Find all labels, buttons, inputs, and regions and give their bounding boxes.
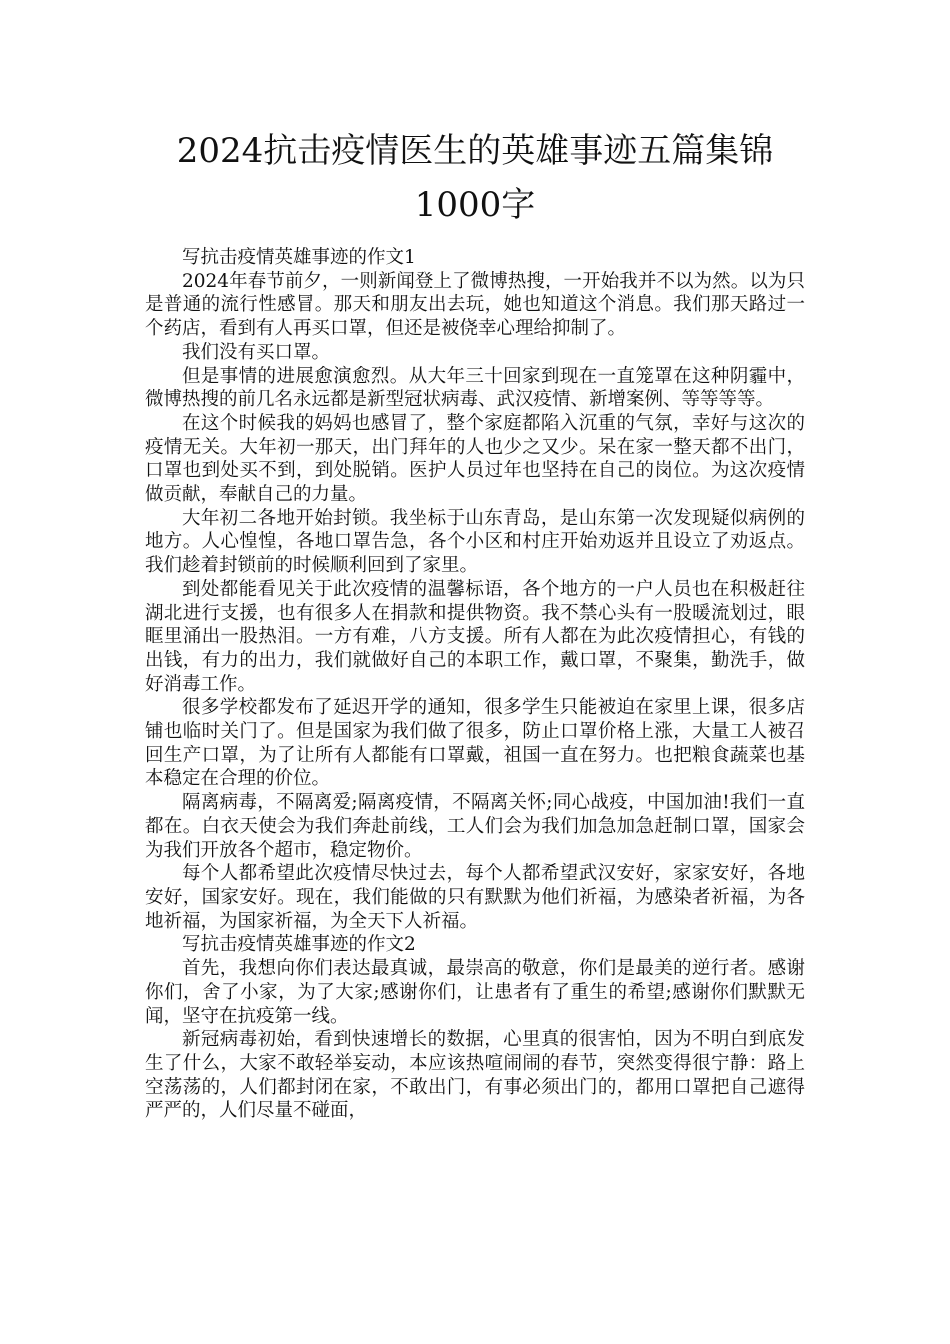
paragraph: 新冠病毒初始，看到快速增长的数据，心里真的很害怕，因为不明白到底发生了什么，大家不敢轻举妄动，本应该热喧闹闹的春节，突然变得很宁静：路上空荡荡的，人们都封闭在家，不敢出门，有事必须出门的，都用口罩把自己遮得严严的，人们尽量不碰面， xyxy=(145,1029,805,1122)
paragraph: 到处都能看见关于此次疫情的温馨标语，各个地方的一户人员也在积极赶往湖北进行支援，也有很多人在捐款和提供物资。我不禁心头有一股暖流划过，眼眶里涌出一股热泪。一方有难，八方支援。所有人都在为此次疫情担心，有钱的出钱，有力的出力，我们就做好自己的本职工作，戴口罩，不聚集，勤洗手，做好消毒工作。 xyxy=(145,578,805,695)
document-title xyxy=(120,124,830,232)
paragraph: 每个人都希望此次疫情尽快过去，每个人都希望武汉安好，家家安好，各地安好，国家安好。现在，我们能做的只有默默为他们祈福，为感染者祈福，为各地祈福，为国家祈福，为全天下人祈福。 xyxy=(145,863,805,932)
title-line-2: 1000字 xyxy=(414,185,536,225)
paragraph: 很多学校都发布了延迟开学的通知，很多学生只能被迫在家里上课，很多店铺也临时关门了。但是国家为我们做了很多，防止口罩价格上涨，大量工人被召回生产口罩，为了让所有人都能有口罩戴，祖国一直在努力。也把粮食蔬菜也基本稳定在合理的价位。 xyxy=(145,697,805,790)
paragraph: 我们没有买口罩。 xyxy=(182,341,331,363)
paragraph: 大年初二各地开始封锁。我坐标于山东青岛，是山东第一次发现疑似病例的地方。人心惶惶，各地口罩告急，各个小区和村庄开始劝返并且设立了劝返点。我们趁着封锁前的时候顺利回到了家里。 xyxy=(145,507,805,577)
section-heading-1: 写抗击疫情英雄事迹的作文1 xyxy=(182,247,416,268)
document-body xyxy=(145,246,805,1123)
paragraph: 2024年春节前夕，一则新闻登上了微博热搜，一开始我并不以为然。以为只是普通的流行性感冒。那天和朋友出去玩，她也知道这个消息。我们那天路过一个药店，看到有人再买口罩，但还是被侥幸心理给抑制了。 xyxy=(145,270,805,340)
paragraph: 隔离病毒，不隔离爱;隔离疫情，不隔离关怀;同心战疫，中国加油!我们一直都在。白衣天使会为我们奔赴前线，工人们会为我们加急加急赶制口罩，国家会为我们开放各个超市，稳定物价。 xyxy=(145,792,805,861)
section-heading-2: 写抗击疫情英雄事迹的作文2 xyxy=(182,934,416,956)
paragraph: 但是事情的进展愈演愈烈。从大年三十回家到现在一直笼罩在这种阴霾中，微博热搜的前几名永远都是新型冠状病毒、武汉疫情、新增案例、等等等等。 xyxy=(145,365,805,411)
paragraph: 首先，我想向你们表达最真诚，最崇高的敬意，你们是最美的逆行者。感谢你们，舍了小家，为了大家;感谢你们，让患者有了重生的希望;感谢你们默默无闻，坚守在抗疫第一线。 xyxy=(145,958,805,1027)
paragraph: 在这个时候我的妈妈也感冒了，整个家庭都陷入沉重的气氛，幸好与这次的疫情无关。大年初一那天，出门拜年的人也少之又少。呆在家一整天都不出门，口罩也到处买不到，到处脱销。医护人员过年也坚持在自己的岗位。为这次疫情做贡献，奉献自己的力量。 xyxy=(145,412,805,506)
title-line-1: 2024抗击疫情医生的英雄事迹五篇集锦 xyxy=(176,131,774,171)
